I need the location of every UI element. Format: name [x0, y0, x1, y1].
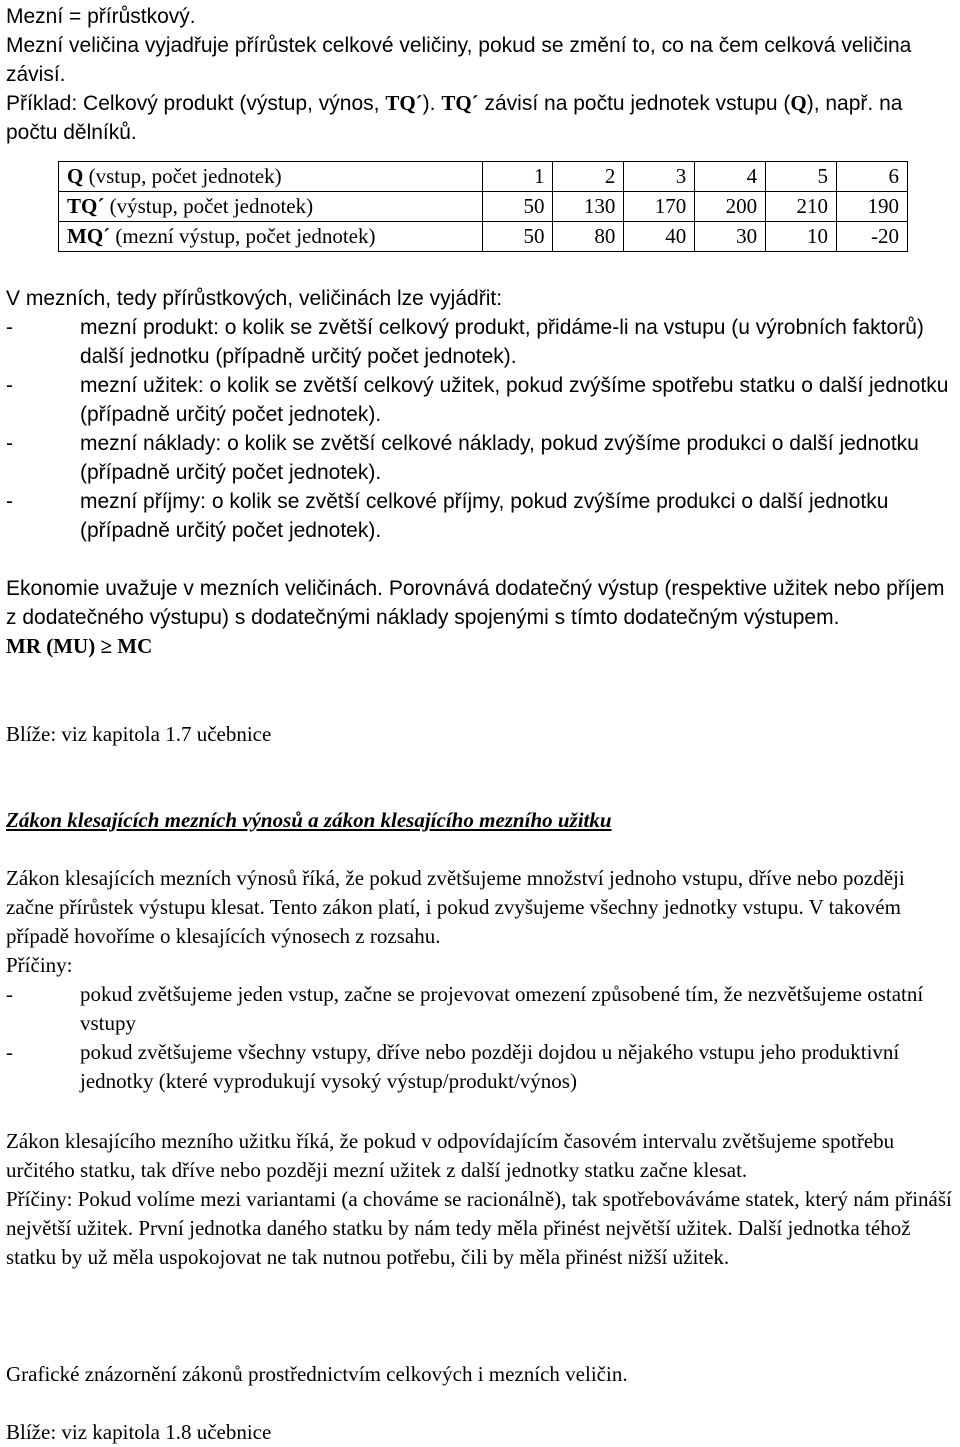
- table-row: [59, 192, 908, 222]
- table-cell: 6: [837, 162, 908, 192]
- marginal-list-item: [6, 371, 954, 429]
- list-item-text: mezní produkt: o kolik se zvětší celkový produkt, přidáme-li na vstupu (u výrobních faktorů) další jednotku (případně určitý počet jednotek).: [80, 316, 924, 368]
- marginal-list-item: [6, 429, 954, 487]
- formula: [6, 632, 954, 661]
- reference-1-8: [6, 1418, 954, 1447]
- marginal-section: [6, 284, 954, 545]
- list-dash: -: [6, 432, 13, 455]
- example-text: ).: [422, 92, 442, 115]
- table-cell: 40: [624, 222, 695, 252]
- row-symbol: TQ´: [67, 194, 105, 218]
- table-cell: 30: [695, 222, 766, 252]
- list-item-text: mezní příjmy: o kolik se zvětší celkové příjmy, pokud zvýšíme produkci o další jednotku (případně určitý počet jednotek).: [80, 490, 889, 542]
- economy-section: [6, 574, 954, 661]
- formula-left: MR (MU): [6, 634, 101, 658]
- causes-label: Příčiny:: [6, 953, 73, 977]
- table-cell: 2: [553, 162, 624, 192]
- example-tq-symbol: TQ´: [441, 91, 479, 115]
- marginal-list: [6, 313, 954, 545]
- list-item-text: mezní užitek: o kolik se zvětší celkový užitek, pokud zvýšíme spotřebu statku o další jednotku (případně určitý počet jednotek).: [80, 374, 949, 426]
- table-cell: 170: [624, 192, 695, 222]
- formula-right: MC: [112, 634, 153, 658]
- table-row: [59, 222, 908, 252]
- law-section-2: [6, 1127, 954, 1272]
- list-dash: -: [6, 1040, 13, 1064]
- row-description: (výstup, počet jednotek): [104, 194, 314, 218]
- table-cell: 200: [695, 192, 766, 222]
- row-symbol: MQ´: [67, 224, 111, 248]
- economy-paragraph: Ekonomie uvažuje v mezních veličinách. Porovnává dodatečný výstup (respektive užitek nebo příjem z dodatečného výstupu) s dodatečnými náklady spojenými s tímto dodatečným výstupem.: [6, 577, 945, 629]
- law-title-block: [6, 806, 954, 835]
- law-title: Zákon klesajících mezních výnosů a zákon klesajícího mezního užitku: [6, 808, 612, 832]
- law-paragraph-3: Příčiny: Pokud volíme mezi variantami (a chováme se racionálně), tak spotřebováváme statek, který nám přináší největší užitek. První jednotka daného statku by nám tedy měla přinést největší užitek. Další jednotka téhož statku by už měla uspokojovat ne tak nutnou potřebu, čili by měla přinést nižší užitek.: [6, 1187, 952, 1269]
- cause-list-item: [6, 980, 954, 1038]
- table-cell: 1: [482, 162, 553, 192]
- intro-example: [6, 89, 954, 147]
- example-q-symbol: Q: [790, 91, 807, 115]
- formula-symbol: ≥: [100, 634, 112, 658]
- law-paragraph-2: Zákon klesajícího mezního užitku říká, že pokud v odpovídajícím časovém intervalu zvětšujeme spotřebu určitého statku, tak dříve nebo později mezní užitek z další jednotky statku začne klesat.: [6, 1129, 895, 1182]
- row-label: [59, 222, 483, 252]
- law-paragraph-1: Zákon klesajících mezních výnosů říká, že pokud zvětšujeme množství jednoho vstupu, dříve nebo později začne přírůstek výstupu klesat. Tento zákon platí, i pokud zvyšujeme všechny jednotky vstupu. V takovém případě hovoříme o klesajících výnosech z rozsahu.: [6, 866, 905, 948]
- reference-1-7: [6, 720, 954, 749]
- list-item-text: pokud zvětšujeme všechny vstupy, dříve nebo později dojdou u nějakého vstupu jeho produktivní jednotky (které vyprodukují vysoký výstup/produkt/výnos): [80, 1040, 900, 1093]
- table-cell: 190: [837, 192, 908, 222]
- table-cell: 10: [766, 222, 837, 252]
- graphic-note-block: [6, 1360, 954, 1389]
- row-label: [59, 162, 483, 192]
- cause-list-item: [6, 1038, 954, 1096]
- table-cell: 130: [553, 192, 624, 222]
- example-text: ), např. na počtu dělníků.: [6, 92, 903, 144]
- marginal-list-item: [6, 487, 954, 545]
- example-tq-symbol: TQ´: [385, 91, 423, 115]
- list-dash: -: [6, 982, 13, 1006]
- table-row: [59, 162, 908, 192]
- marginal-output-table: [58, 161, 908, 252]
- table-cell: 50: [482, 192, 553, 222]
- row-symbol: Q: [67, 164, 84, 188]
- list-dash: -: [6, 490, 13, 513]
- marginal-list-item: [6, 313, 954, 371]
- intro-block: [6, 2, 954, 147]
- example-text: Příklad: Celkový produkt (výstup, výnos,: [6, 92, 386, 115]
- graphic-note: Grafické znázornění zákonů prostřednictvím celkových i mezních veličin.: [6, 1362, 628, 1386]
- table-cell: 50: [482, 222, 553, 252]
- table-cell: -20: [837, 222, 908, 252]
- intro-line-1: Mezní = přírůstkový.: [6, 5, 196, 28]
- intro-line-2: Mezní veličina vyjadřuje přírůstek celkové veličiny, pokud se změní to, co na čem celková veličina závisí.: [6, 34, 912, 86]
- list-dash: -: [6, 316, 13, 339]
- reference-text: Blíže: viz kapitola 1.8 učebnice: [6, 1420, 272, 1444]
- marginal-heading: V mezních, tedy přírůstkových, veličinách lze vyjádřit:: [6, 287, 503, 310]
- table-cell: 3: [624, 162, 695, 192]
- causes-list: [6, 980, 954, 1096]
- reference-text: Blíže: viz kapitola 1.7 učebnice: [6, 722, 272, 746]
- table-cell: 210: [766, 192, 837, 222]
- table-cell: 5: [766, 162, 837, 192]
- row-description: (mezní výstup, počet jednotek): [110, 224, 376, 248]
- example-text: závisí na počtu jednotek vstupu (: [478, 92, 791, 115]
- list-item-text: mezní náklady: o kolik se zvětší celkové náklady, pokud zvýšíme produkci o další jednotku (případně určitý počet jednotek).: [80, 432, 919, 484]
- law-section: [6, 864, 954, 1096]
- row-label: [59, 192, 483, 222]
- table-cell: 80: [553, 222, 624, 252]
- list-dash: -: [6, 374, 13, 397]
- row-description: (vstup, počet jednotek): [83, 164, 282, 188]
- table-cell: 4: [695, 162, 766, 192]
- list-item-text: pokud zvětšujeme jeden vstup, začne se projevovat omezení způsobené tím, že nezvětšujeme ostatní vstupy: [80, 982, 924, 1035]
